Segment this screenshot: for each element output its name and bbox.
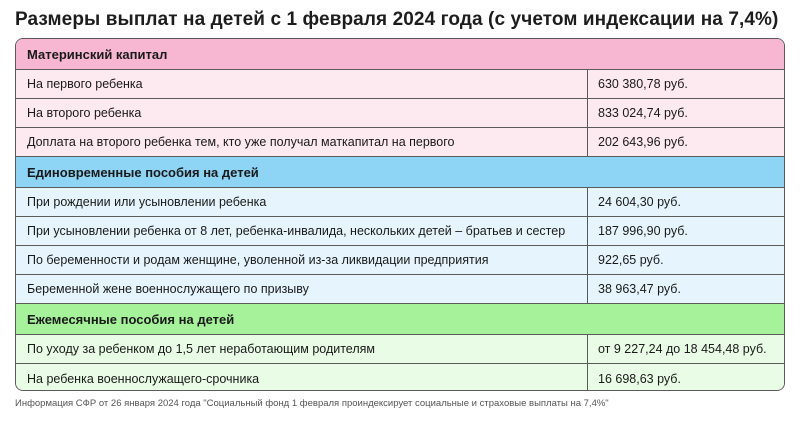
table-row: [16, 188, 784, 217]
row-label: Доплата на второго ребенка тем, кто уже получал маткапитал на первого: [16, 128, 588, 156]
row-label: При усыновлении ребенка от 8 лет, ребенка-инвалида, нескольких детей – братьев и сестер: [16, 217, 588, 245]
row-value: 38 963,47 руб.: [598, 282, 681, 296]
page-title: Размеры выплат на детей с 1 февраля 2024 года (с учетом индексации на 7,4%): [15, 9, 779, 30]
source-footnote: Информация СФР от 26 января 2024 года "Социальный фонд 1 февраля проиндексирует социальные и страховые выплаты на 7,4%": [15, 398, 609, 409]
table-row: [16, 70, 784, 99]
table-row: [16, 364, 784, 391]
row-label: На первого ребенка: [16, 70, 588, 98]
section-header-maternity-capital: Материнский капитал: [16, 39, 784, 70]
row-label: На ребенка военнослужащего-срочника: [16, 364, 588, 391]
table-row: [16, 217, 784, 246]
row-value: 630 380,78 руб.: [598, 77, 688, 91]
row-value: 16 698,63 руб.: [598, 371, 681, 386]
table-row: [16, 335, 784, 364]
row-value: 833 024,74 руб.: [598, 106, 688, 120]
row-label: По беременности и родам женщине, уволенной из-за ликвидации предприятия: [16, 246, 588, 274]
row-value: от 9 227,24 до 18 454,48 руб.: [598, 342, 767, 356]
row-value: 24 604,30 руб.: [598, 195, 681, 209]
table-row: [16, 128, 784, 157]
row-value: 202 643,96 руб.: [598, 135, 688, 149]
row-label: По уходу за ребенком до 1,5 лет неработающим родителям: [16, 335, 588, 363]
row-label: Беременной жене военнослужащего по призыву: [16, 275, 588, 303]
row-value: 922,65 руб.: [598, 253, 664, 267]
section-header-lump-sum-benefits: Единовременные пособия на детей: [16, 157, 784, 188]
payments-table: [15, 38, 785, 391]
row-label: На второго ребенка: [16, 99, 588, 127]
table-row: [16, 275, 784, 304]
table-row: [16, 99, 784, 128]
row-label: При рождении или усыновлении ребенка: [16, 188, 588, 216]
section-header-monthly-benefits: Ежемесячные пособия на детей: [16, 304, 784, 335]
row-value: 187 996,90 руб.: [598, 224, 688, 238]
table-row: [16, 246, 784, 275]
